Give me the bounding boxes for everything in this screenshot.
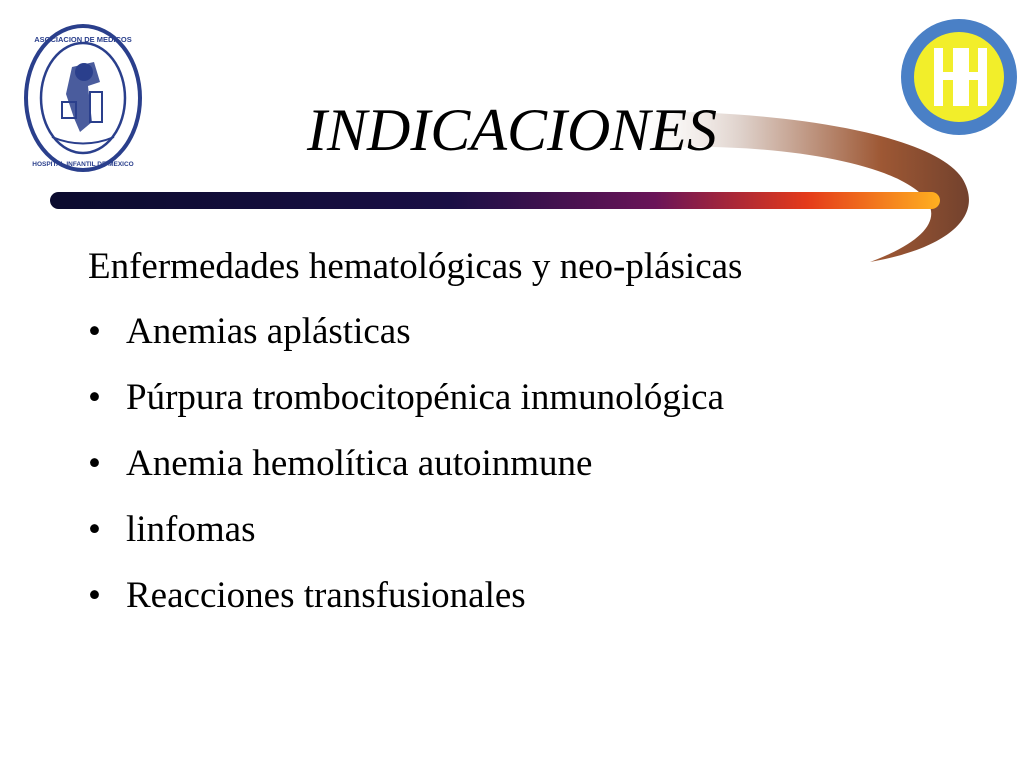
bullet-icon: •: [88, 377, 101, 418]
slide-title: INDICACIONES: [307, 97, 717, 163]
svg-text:HOSPITAL INFANTIL DE MEXICO: HOSPITAL INFANTIL DE MEXICO: [32, 161, 134, 168]
bullet-icon: •: [88, 509, 101, 550]
bullet-text: Anemias aplásticas: [126, 311, 411, 352]
bullet-item: [88, 376, 724, 442]
bullet-text: Anemia hemolítica autoinmune: [126, 443, 593, 484]
bullet-item: [88, 442, 724, 508]
slide-subtitle: Enfermedades hematológicas y neo-plásicas: [88, 246, 743, 287]
bullet-item: [88, 508, 724, 574]
bullet-list: [88, 310, 724, 640]
bullet-text: Reacciones transfusionales: [126, 575, 526, 616]
bullet-item: [88, 310, 724, 376]
bullet-text: linfomas: [126, 509, 256, 550]
svg-text:ASOCIACION DE MEDICOS: ASOCIACION DE MEDICOS: [34, 35, 132, 44]
bullet-icon: •: [88, 575, 101, 616]
bullet-icon: •: [88, 311, 101, 352]
bullet-item: [88, 574, 724, 640]
bullet-text: Púrpura trombocitopénica inmunológica: [126, 377, 725, 418]
bullet-icon: •: [88, 443, 101, 484]
